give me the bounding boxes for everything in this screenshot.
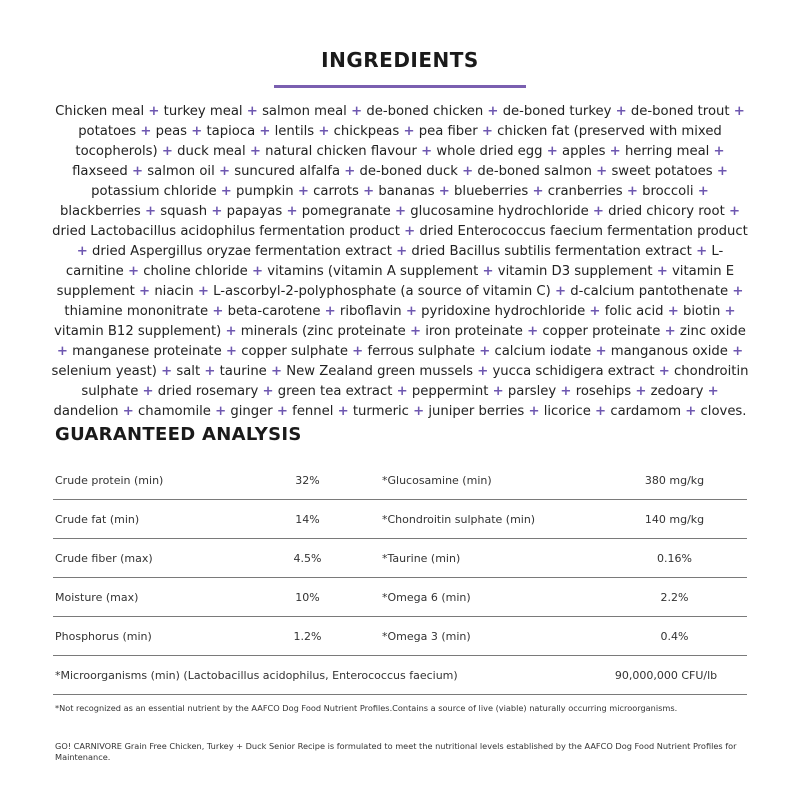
ingredient-item: copper sulphate [241,344,348,359]
plus-separator: + [421,144,433,159]
plus-separator: + [191,124,203,139]
ingredient-item: pomegranate [301,204,391,219]
nutrient-label: *Glucosamine (min) [382,473,492,487]
ingredient-item: potatoes [78,124,137,139]
plus-separator: + [656,264,668,279]
microorganisms-label: *Microorganisms (min) (Lactobacillus acidophilus, Enterococcus faecium) [55,668,458,682]
plus-separator: + [262,384,274,399]
plus-separator: + [56,344,68,359]
plus-separator: + [161,144,173,159]
plus-separator: + [405,304,417,319]
plus-separator: + [337,404,349,419]
ingredient-item: de-boned turkey [502,104,612,119]
plus-separator: + [413,404,425,419]
plus-separator: + [667,304,679,319]
ingredient-item: dried chicory root [608,204,725,219]
ingredient-item: salmon meal [262,104,347,119]
nutrient-value: 0.16% [657,551,692,565]
plus-separator: + [589,304,601,319]
nutrient-value: 140 mg/kg [644,512,705,526]
ingredient-item: tapioca [206,124,256,139]
ingredient-item: dried Bacillus subtilis fermentation extract [411,244,692,259]
ingredient-item: biotin [683,304,721,319]
ingredient-item: pea fiber [418,124,478,139]
ingredient-item: cardamom [610,404,682,419]
ingredient-item: suncured alfalfa [234,164,341,179]
ingredient-item: pyridoxine hydrochloride [421,304,586,319]
plus-separator: + [324,304,336,319]
ingredient-item: rosehips [575,384,632,399]
plus-separator: + [609,144,621,159]
ingredient-item: turkey meal [163,104,243,119]
nutrient-label: Crude fat (min) [55,512,140,526]
ingredient-item: cranberries [547,184,623,199]
ingredient-item: dried Enterococcus faecium fermentation product [419,224,748,239]
plus-separator: + [595,404,607,419]
plus-separator: + [713,144,725,159]
plus-separator: + [732,284,744,299]
plus-separator: + [218,164,230,179]
ingredient-item: duck meal [177,144,246,159]
plus-separator: + [615,104,627,119]
nutrient-value: 0.4% [660,629,689,643]
ingredient-item: ginger [230,404,273,419]
ingredient-item: flaxseed [72,164,128,179]
ingredient-item: dried rosemary [157,384,259,399]
plus-separator: + [76,244,88,259]
plus-separator: + [204,364,216,379]
ingredient-item: bananas [378,184,435,199]
plus-separator: + [596,164,608,179]
microorganisms-value: 90,000,000 CFU/lb [614,668,718,682]
plus-separator: + [546,144,558,159]
ingredient-item: zinc oxide [679,324,746,339]
plus-separator: + [259,124,271,139]
plus-separator: + [144,204,156,219]
plus-separator: + [438,184,450,199]
ingredient-item: parsley [507,384,557,399]
plus-separator: + [528,404,540,419]
ingredient-item: squash [160,204,208,219]
ingredient-item: blueberries [454,184,529,199]
plus-separator: + [626,184,638,199]
plus-separator: + [352,344,364,359]
ingredient-item: iron proteinate [425,324,523,339]
plus-separator: + [212,304,224,319]
plus-separator: + [396,384,408,399]
nutrient-label: Phosphorus (min) [55,629,152,643]
guaranteed-analysis-table [53,461,747,695]
ingredient-item: natural chicken flavour [265,144,417,159]
nutrient-value: 4.5% [293,551,322,565]
ingredient-item: chickpeas [333,124,400,139]
plus-separator: + [127,264,139,279]
plus-separator: + [131,164,144,179]
ingredient-item: L-ascorbyl-2-polyphosphate (a source of vitamin C) [213,284,551,299]
analysis-row [53,578,747,617]
plus-separator: + [409,324,422,339]
analysis-row [53,617,747,656]
ingredient-item: herring meal [624,144,710,159]
ingredient-item: vitamin D3 supplement [497,264,653,279]
plus-separator: + [595,344,607,359]
ingredient-item: thiamine mononitrate [64,304,209,319]
nutrient-label: *Chondroitin sulphate (min) [382,512,536,526]
plus-separator: + [482,264,494,279]
nutrient-value: 2.2% [660,590,689,604]
plus-separator: + [246,104,258,119]
ingredient-item: broccoli [642,184,694,199]
plus-separator: + [225,324,237,339]
ingredient-item: glucosamine hydrochloride [410,204,589,219]
ingredient-item: sweet potatoes [611,164,713,179]
ingredient-item: juniper berries [428,404,525,419]
analysis-row [53,500,747,539]
plus-separator: + [560,384,572,399]
plus-separator: + [139,284,151,299]
ingredient-item: dried Lactobacillus acidophilus fermentation product [52,224,400,239]
ingredient-item: peppermint [411,384,489,399]
ingredient-item: niacin [154,284,194,299]
footnote: *Not recognized as an essential nutrient by the AAFCO Dog Food Nutrient Profiles.Contains a source of live (viable) naturally occurring microorganisms. [55,703,678,713]
ingredient-item: ferrous sulphate [367,344,475,359]
ingredient-item: manganese proteinate [72,344,222,359]
plus-separator: + [252,264,264,279]
nutrient-label: *Omega 6 (min) [382,590,471,604]
plus-separator: + [161,364,173,379]
ingredients-list [50,102,750,422]
ingredient-item: folic acid [604,304,664,319]
plus-separator: + [215,404,227,419]
ingredient-item: vitamin E supplement [56,264,735,299]
ingredient-item: L-carnitine [65,244,724,279]
plus-separator: + [276,404,288,419]
nutrient-label: Crude protein (min) [55,473,164,487]
plus-separator: + [555,284,567,299]
nutrient-label: Crude fiber (max) [55,551,153,565]
ingredient-item: chamomile [138,404,211,419]
plus-separator: + [658,364,670,379]
plus-separator: + [142,384,154,399]
analysis-row [53,461,747,500]
plus-separator: + [220,184,232,199]
plus-separator: + [197,284,209,299]
ingredient-item: salmon oil [147,164,215,179]
plus-separator: + [481,124,493,139]
plus-separator: + [140,124,152,139]
plus-separator: + [724,304,736,319]
plus-separator: + [351,104,363,119]
title-underline [274,85,526,88]
ingredient-item: dandelion [53,404,119,419]
plus-separator: + [225,344,237,359]
ingredient-item: potassium chloride [91,184,217,199]
plus-separator: + [696,244,708,259]
ingredient-item: riboflavin [339,304,402,319]
nutrient-value: 380 mg/kg [644,473,705,487]
plus-separator: + [148,104,160,119]
plus-separator: + [318,124,330,139]
ingredient-item: taurine [219,364,267,379]
ingredient-item: New Zealand green mussels [286,364,473,379]
plus-separator: + [487,104,499,119]
ingredient-item: de-boned duck [359,164,458,179]
plus-separator: + [286,204,298,219]
plus-separator: + [532,184,544,199]
plus-separator: + [697,184,709,199]
plus-separator: + [396,244,408,259]
aafco-statement: GO! CARNIVORE Grain Free Chicken, Turkey + Duck Senior Recipe is formulated to meet the nutritional levels established by the AAFCO Dog Food Nutrient Profiles for Maintenance. [55,741,737,762]
ingredient-item: calcium iodate [494,344,592,359]
plus-separator: + [527,324,539,339]
nutrient-value: 14% [295,512,320,526]
nutrient-label: *Omega 3 (min) [382,629,471,643]
plus-separator: + [249,144,261,159]
plus-separator: + [271,364,283,379]
plus-separator: + [404,224,416,239]
ingredient-item: de-boned salmon [477,164,592,179]
ingredient-item: licorice [543,404,591,419]
plus-separator: + [664,324,676,339]
ingredient-item: fennel [292,404,334,419]
ingredient-item: vitamin B12 supplement) [54,324,222,339]
plus-separator: + [479,344,491,359]
nutrient-value: 1.2% [293,629,322,643]
ingredient-item: blackberries [59,204,141,219]
plus-separator: + [462,164,474,179]
ingredient-item: manganous oxide [610,344,728,359]
plus-separator: + [707,384,719,399]
plus-separator: + [728,204,741,219]
ingredient-item: salt [176,364,201,379]
ingredient-item: selenium yeast) [51,364,157,379]
plus-separator: + [403,124,415,139]
ingredient-item: peas [155,124,188,139]
nutrient-value: 10% [295,590,320,604]
plus-separator: + [732,344,744,359]
guaranteed-analysis-title: GUARANTEED ANALYSIS [55,424,302,445]
plus-separator: + [716,164,728,179]
plus-separator: + [477,364,489,379]
ingredient-item: zedoary [650,384,704,399]
plus-separator: + [344,164,356,179]
ingredient-item: pumpkin [236,184,294,199]
ingredient-item: copper proteinate [542,324,661,339]
plus-separator: + [297,184,309,199]
plus-separator: + [733,104,745,119]
nutrient-label: Moisture (max) [55,590,139,604]
ingredient-item: green tea extract [277,384,393,399]
ingredient-item: dried Aspergillus oryzae fermentation extract [92,244,392,259]
plus-separator: + [685,404,697,419]
plus-separator: + [592,204,604,219]
nutrient-value: 32% [295,473,320,487]
ingredient-item: minerals (zinc proteinate [240,324,406,339]
plus-separator: + [363,184,375,199]
ingredient-item: carrots [313,184,359,199]
ingredient-item: choline chloride [143,264,248,279]
ingredient-item: vitamins (vitamin A supplement [267,264,479,279]
plus-separator: + [211,204,223,219]
ingredient-item: papayas [226,204,283,219]
ingredient-item: chondroitin sulphate [81,364,749,399]
analysis-row [53,539,747,578]
ingredient-item: chicken fat (preserved with mixed tocopherols) [75,124,722,159]
plus-separator: + [394,204,406,219]
ingredient-item: yucca schidigera extract [492,364,655,379]
plus-separator: + [635,384,647,399]
ingredient-item: beta-carotene [227,304,321,319]
ingredient-item: apples [561,144,606,159]
plus-separator: + [492,384,504,399]
microorganisms-row [53,656,747,695]
ingredient-item: de-boned chicken [366,104,484,119]
ingredient-item: Chicken meal [55,104,145,119]
ingredient-item: lentils [274,124,315,139]
ingredient-item: de-boned trout [630,104,730,119]
ingredient-item: turmeric [352,404,409,419]
ingredients-title: INGREDIENTS [321,48,479,72]
nutrient-label: *Taurine (min) [382,551,461,565]
plus-separator: + [122,404,134,419]
ingredient-item: d-calcium pantothenate [570,284,729,299]
ingredient-item: cloves. [700,404,747,419]
ingredient-item: whole dried egg [436,144,543,159]
